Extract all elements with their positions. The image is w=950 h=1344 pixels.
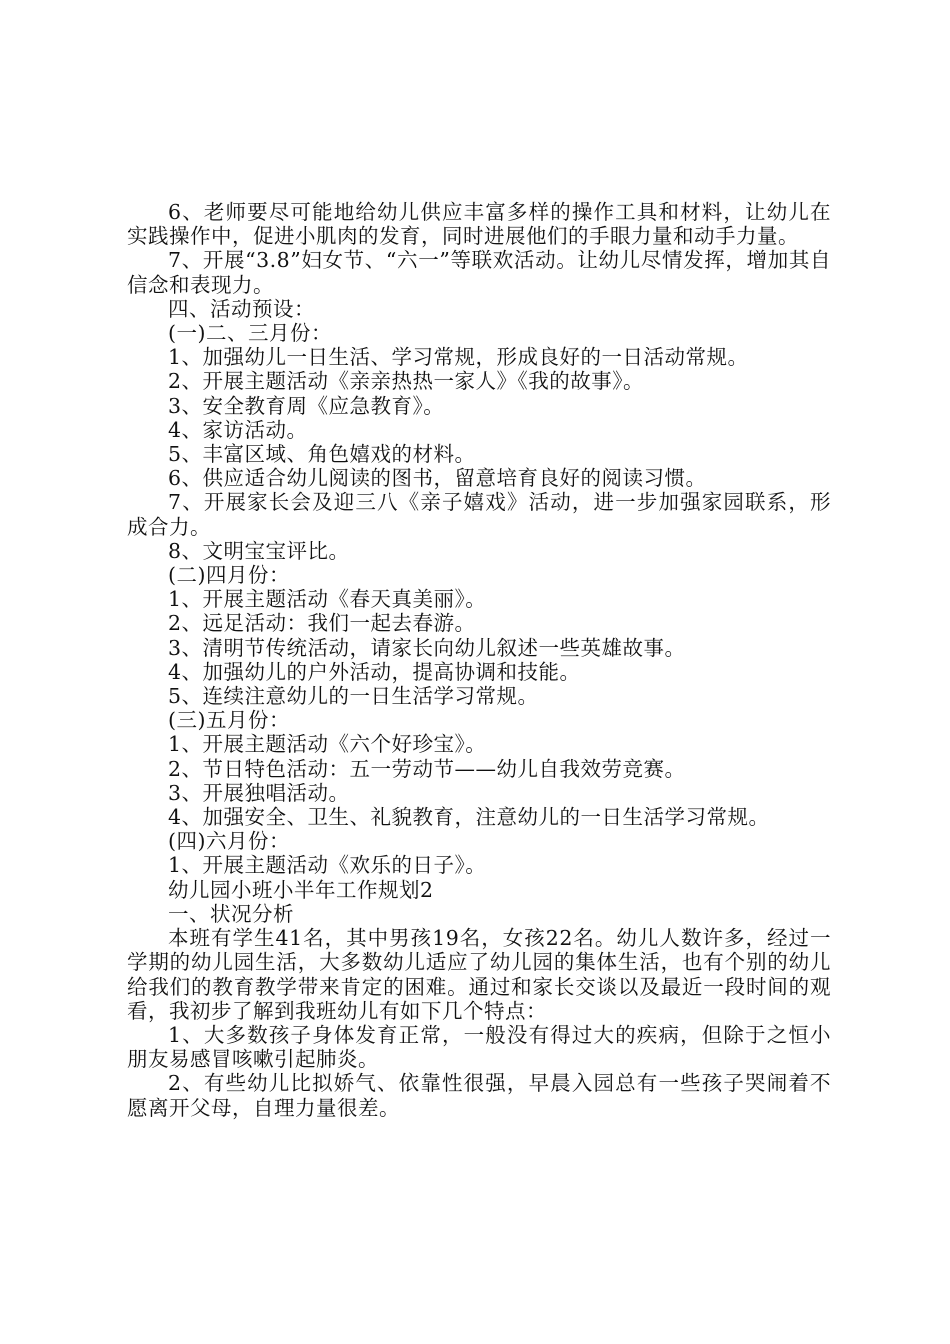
list-item: 3、清明节传统活动，请家长向幼儿叙述一些英雄故事。 [168, 635, 686, 660]
paragraph: 6、老师要尽可能地给幼儿供应丰富多样的操作工具和材料，让幼儿在实践操作中，促进小肌肉的发育，同时进展他们的手眼力量和动手力量。 [127, 200, 831, 249]
list-item: 2、远足活动：我们一起去春游。 [168, 611, 476, 636]
list-item: 2、有些幼儿比拟娇气、依靠性很强，早晨入园总有一些孩子哭闹着不愿离开父母，自理力量很差。 [127, 1071, 831, 1120]
paragraph: 7、开展“3.8”妇女节、“六一”等联欢活动。让幼儿尽情发挥，增加其自信念和表现力。 [127, 248, 831, 297]
subsection-heading: (二)四月份： [168, 563, 290, 588]
list-item: 1、大多数孩子身体发育正常，一般没有得过大的疾病，但除于之恒小朋友易感冒咳嗽引起肺炎。 [127, 1022, 831, 1072]
list-item: 1、开展主题活动《春天真美丽》。 [168, 587, 487, 612]
list-item: 4、加强幼儿的户外活动，提高协调和技能。 [168, 659, 581, 684]
section-heading: 一、状况分析 [168, 901, 294, 926]
list-item: 2、开展主题活动《亲亲热热一家人》《我的故事》。 [168, 369, 645, 394]
list-item: 4、家访活动。 [168, 417, 308, 442]
subsection-heading: (三)五月份： [168, 708, 290, 733]
document-title: 幼儿园小班小半年工作规划2 [168, 877, 434, 902]
list-item: 3、开展独唱活动。 [168, 780, 350, 805]
list-item: 5、连续注意幼儿的一日生活学习常规。 [168, 684, 539, 709]
list-item: 1、加强幼儿一日生活、学习常规，形成良好的一日活动常规。 [168, 345, 749, 370]
list-item: 2、节日特色活动：五一劳动节——幼儿自我效劳竞赛。 [168, 756, 686, 781]
subsection-heading: (一)二、三月份： [168, 321, 332, 346]
list-item: 8、文明宝宝评比。 [168, 538, 350, 563]
list-item: 1、开展主题活动《六个好珍宝》。 [168, 732, 487, 757]
list-item: 1、开展主题活动《欢乐的日子》。 [168, 853, 487, 878]
subsection-heading: (四)六月份： [168, 829, 290, 854]
list-item: 5、丰富区域、角色嬉戏的材料。 [168, 442, 476, 467]
document-page [127, 200, 831, 1120]
paragraph: 本班有学生41名，其中男孩19名，女孩22名。幼儿人数许多，经过一学期的幼儿园生活，大多数幼儿适应了幼儿园的集体生活，也有个别的幼儿给我们的教育教学带来肯定的困难。通过和家长交谈以及最近一段时间的观看，我初步了解到我班幼儿有如下几个特点： [127, 926, 831, 1023]
list-item: 7、开展家长会及迎三八《亲子嬉戏》活动，进一步加强家园联系，形成合力。 [127, 490, 831, 539]
section-heading: 四、活动预设： [168, 296, 315, 321]
list-item: 6、供应适合幼儿阅读的图书，留意培育良好的阅读习惯。 [168, 466, 707, 491]
list-item: 4、加强安全、卫生、礼貌教育，注意幼儿的一日生活学习常规。 [168, 805, 770, 830]
list-item: 3、安全教育周《应急教育》。 [168, 393, 445, 418]
